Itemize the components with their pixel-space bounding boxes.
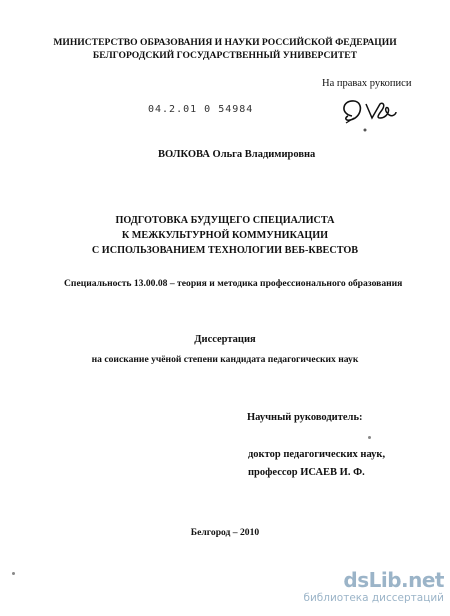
library-stamp-number: 04.2.01 0 54984 — [148, 104, 254, 115]
institution-header — [0, 36, 450, 62]
author-name: ВОЛКОВА Ольга Владимировна — [158, 149, 316, 160]
title-line: К МЕЖКУЛЬТУРНОЙ КОММУНИКАЦИИ — [121, 230, 329, 241]
dissertation-title — [0, 213, 450, 258]
watermark-logo: dsLib.net — [343, 568, 444, 592]
supervisor-name: профессор ИСАЕВ И. Ф. — [248, 467, 365, 478]
supervisor-degree: доктор педагогических наук, — [248, 449, 386, 460]
title-line: С ИСПОЛЬЗОВАНИЕМ ТЕХНОЛОГИИ ВЕБ-КВЕСТОВ — [91, 245, 359, 256]
specialty-line: Специальность 13.00.08 – теория и методика профессионального образования — [64, 278, 403, 289]
dissertation-heading: Диссертация — [194, 334, 256, 345]
supervisor-label: Научный руководитель: — [247, 412, 363, 423]
degree-line: на соискание учёной степени кандидата педагогических наук — [91, 354, 359, 365]
manuscript-rights-note: На правах рукописи — [322, 78, 412, 89]
ministry-line: МИНИСТЕРСТВО ОБРАЗОВАНИЯ И НАУКИ РОССИЙСКОЙ ФЕДЕРАЦИИ — [53, 37, 397, 48]
watermark-tagline: библиотека диссертаций — [303, 592, 444, 604]
title-line: ПОДГОТОВКА БУДУЩЕГО СПЕЦИАЛИСТА — [115, 215, 335, 226]
handwritten-signature — [336, 94, 406, 134]
dslib-watermark — [303, 568, 450, 616]
scan-speck — [12, 572, 15, 575]
place-year: Белгород – 2010 — [190, 527, 260, 538]
university-line: БЕЛГОРОДСКИЙ ГОСУДАРСТВЕННЫЙ УНИВЕРСИТЕТ — [92, 50, 358, 61]
scan-speck — [368, 436, 371, 439]
